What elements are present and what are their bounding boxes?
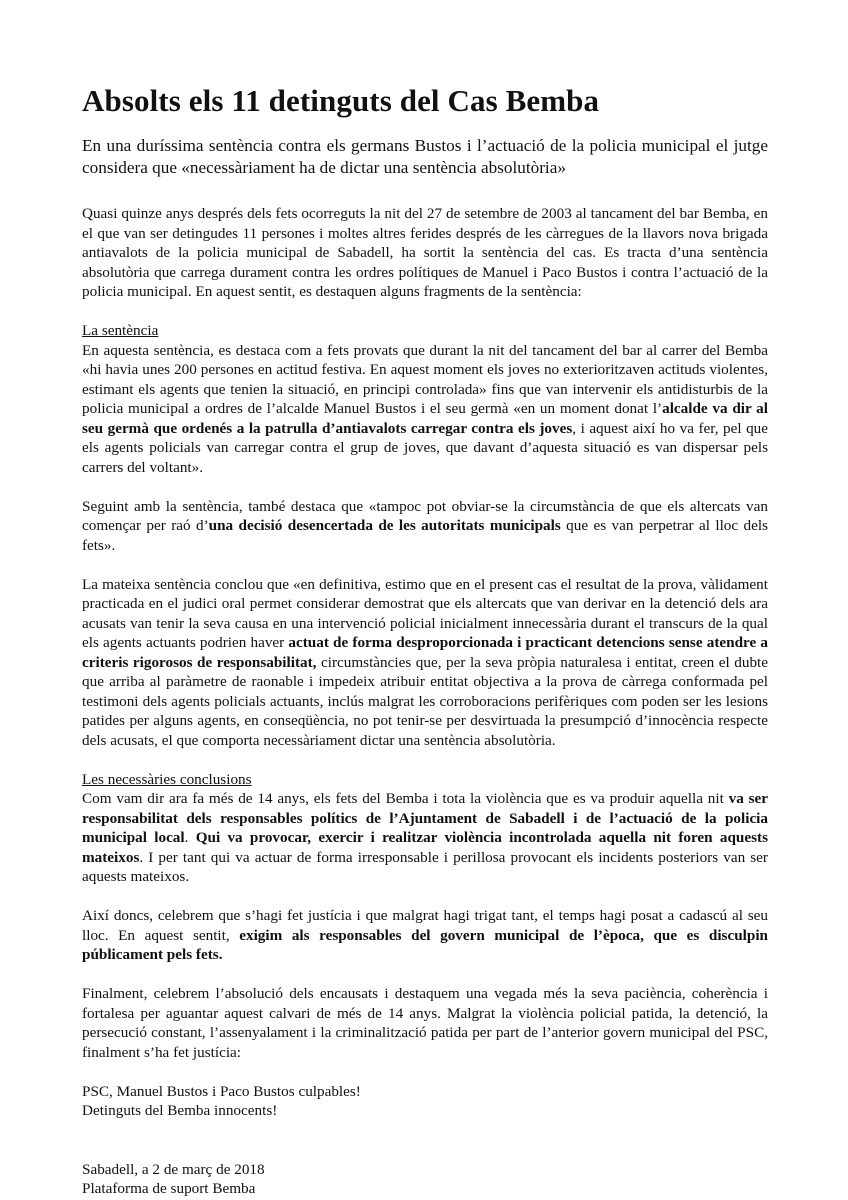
highlight-text: actuat de forma desproporcionada i practicant detencions sense atendre a criteris rigorosos de responsabilitat,: [82, 634, 768, 671]
signature-organization: Plataforma de suport Bemba: [82, 1180, 256, 1197]
highlight-text: va ser responsabilitat dels responsables polítics de l’Ajuntament de Sabadell i de l’actuació de la policia municipal local: [82, 790, 768, 846]
sentencia-paragraph-1: En aquesta sentència, es destaca com a fets provats que durant la nit del tancament del bar al carrer del Bemba «hi havia unes 200 persones en actitud festiva. En aquest moment els joves no exterioritzaven actituds violentes, estimant els agents que tenien la situació, en principi controlada» fins que van intervenir els antidisturbis de la policia municipal a ordres de l’alcalde Manuel Bustos i el seu germà «en un moment donat l’alcalde va dir al seu germà que ordenés a la patrulla d’antiavalots carregar contra els joves, i aquest així ho va fer, pel que els agents policials van carregar contra el grup de joves, que davant d’aquesta situació es van dispersar pels carrers del voltant».: [82, 341, 768, 476]
slogan-1: PSC, Manuel Bustos i Paco Bustos culpables!: [82, 1082, 361, 1100]
sentencia-paragraph-3: La mateixa sentència conclou que «en definitiva, estimo que en el present cas el resultat de la prova, vàlidament practicada en el judici oral permet considerar demostrat que els altercats que van derivar en la detenció dels ara acusats van tenir la seva causa en una intervenció policial inicialment innecessària durant el transcurs de la qual els agents actuants podrien haver actuat de forma desproporcionada i practicant detencions sense atendre a criteris rigorosos de responsabilitat, circumstàncies que, per la seva pròpia naturalesa i entitat, creen el dubte que arriba al paràmetre de raonable i impedeix atribuir entitat objectiva a la prova de càrrega conformada pel testimoni dels agents policials actuants, inclús malgrat les corroboracions perifèriques com poden ser les lesions patides per alguns agents, en conseqüència, no pot tenir-se per desvirtuada la presumpció d’innocència respecte dels acusats, el que comporta necessàriament dictar una sentència absolutòria.: [82, 575, 768, 749]
sentencia-paragraph-2: Seguint amb la sentència, també destaca que «tampoc pot obviar-se la circumstància de que els altercats van començar per raó d’una decisió desencertada de les autoritats municipals que es van perpetrar al lloc dels fets».: [82, 497, 768, 554]
highlight-text: una decisió desencertada de les autoritats municipals: [208, 517, 561, 534]
section-heading-conclusions: Les necessàries conclusions: [82, 770, 252, 788]
conclusions-paragraph-3: Finalment, celebrem l’absolució dels encausats i destaquem una vegada més la seva paciència, coherència i fortalesa per aguantar aquest calvari de més de 14 anys. Malgrat la violència policial patida, la detenció, la persecució constant, l’assenyalament i la criminalització patida per part de l’anterior govern municipal del PSC, finalment s’ha fet justícia:: [82, 985, 768, 1061]
subtitle: En una duríssima sentència contra els germans Bustos i l’actuació de la policia municipal el jutge considera que «necessàriament ha de dictar una sentència absolutòria»: [82, 136, 768, 177]
conclusions-paragraph-2: Així doncs, celebrem que s’hagi fet justícia i que malgrat hagi trigat tant, el temps hagi posat a cadascú al seu lloc. En aquest sentit, exigim als responsables del govern municipal de l’època, que es disculpin públicament pels fets.: [82, 907, 768, 963]
highlight-text: Qui va provocar, exercir i realitzar violència incontrolada aquella nit foren aquests mateixos: [82, 829, 768, 866]
section-heading-sentencia: La sentència: [82, 322, 159, 339]
conclusions-paragraph-1: Com vam dir ara fa més de 14 anys, els fets del Bemba i tota la violència que es va produir aquella nit va ser responsabilitat dels responsables polítics de l’Ajuntament de Sabadell i de l’actuació de la policia municipal local. Qui va provocar, exercir i realitzar violència incontrolada aquella nit foren aquests mateixos. I per tant qui va actuar de forma irresponsable i perillosa provocant els incidents posteriors van ser aquests mateixos.: [82, 790, 768, 885]
page-title: Absolts els 11 detinguts del Cas Bemba: [82, 83, 600, 118]
intro-paragraph: Quasi quinze anys després dels fets ocorreguts la nit del 27 de setembre de 2003 al tancament del bar Bemba, en el que van ser detingudes 11 persones i moltes altres ferides després de les càrregues de la llavors nova brigada antiavalots de la policia municipal de Sabadell, ha sortit la sentència del cas. Es tracta d’una sentència absolutòria que carrega durament contra les ordres polítiques de Manuel i Paco Bustos i contra l’actuació de la policia municipal. En aquest sentit, es destaquen alguns fragments de la sentència:: [82, 205, 768, 300]
signature-place-date: Sabadell, a 2 de març de 2018: [82, 1160, 265, 1178]
highlight-text: alcalde va dir al seu germà que ordenés a la patrulla d’antiavalots carregar contra els joves: [82, 400, 768, 437]
slogan-2: Detinguts del Bemba innocents!: [82, 1102, 278, 1119]
highlight-text: exigim als responsables del govern municipal de l’època, que es disculpin públicament pels fets.: [82, 926, 768, 963]
document-body: [82, 82, 768, 1199]
